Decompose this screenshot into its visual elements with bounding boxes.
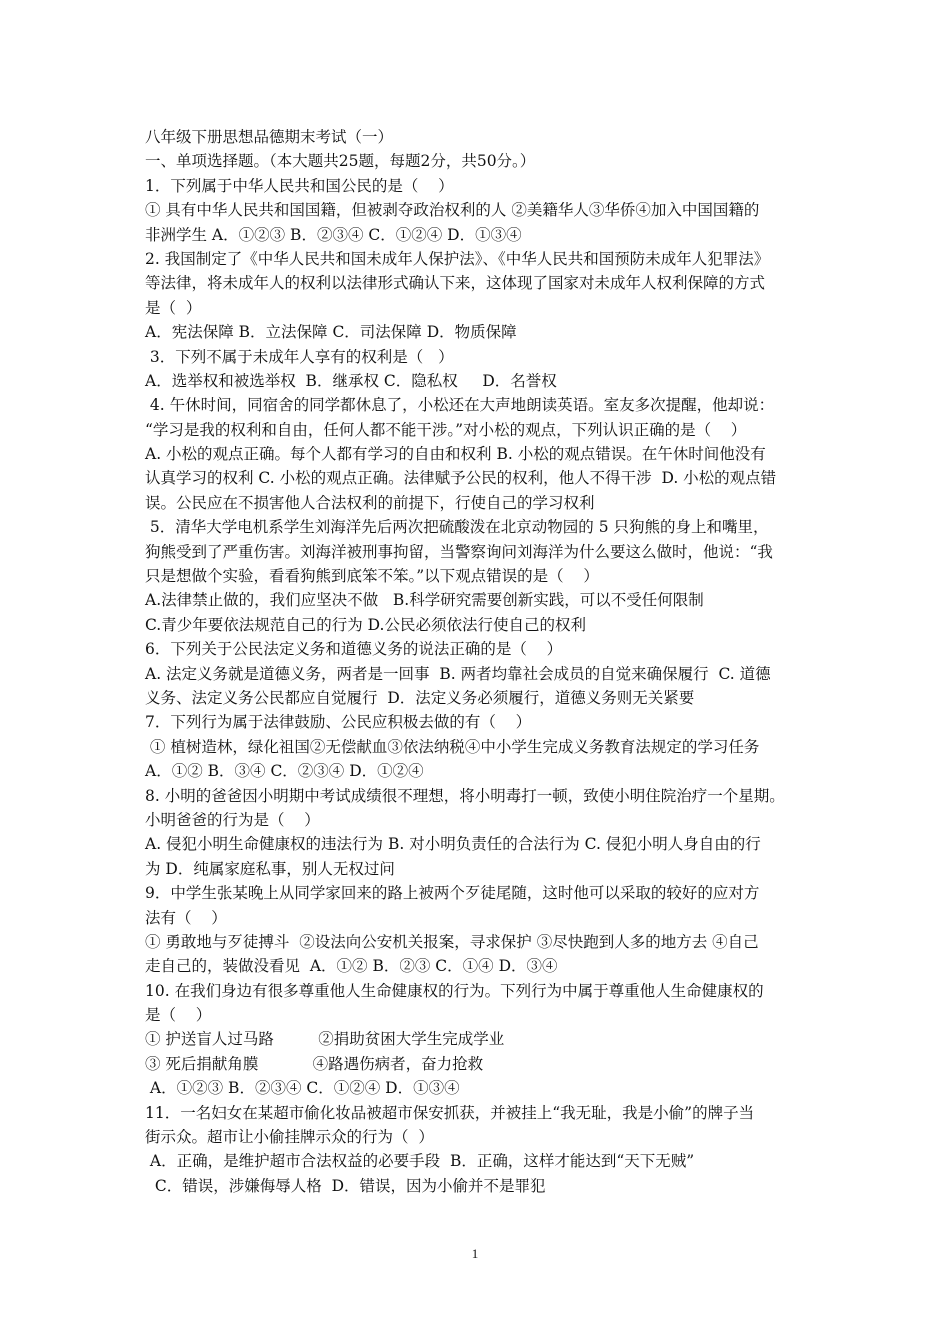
text-line: A. 法定义务就是道德义务，两者是一回事 B. 两者均靠社会成员的自觉来确保履行 C. 道德 [145, 664, 771, 683]
text-line: 误。公民应在不损害他人合法权利的前提下，行使自己的学习权利 [145, 493, 595, 512]
document-title: 八年级下册思想品德期末考试（一） [145, 128, 394, 146]
text-line: 法有（ ） [145, 908, 227, 927]
text-line: A．①② B．③④ C．②③④ D．①②④ [145, 762, 424, 781]
text-line: 1．下列属于中华人民共和国公民的是（ ） [145, 176, 454, 195]
text-line: 认真学习的权利 C. 小松的观点正确。法律赋予公民的权利，他人不得干涉 D. 小松的观点错 [145, 469, 777, 488]
text-line: 走自己的，装做没看见 A．①② B．②③ C．①④ D．③④ [145, 957, 558, 976]
text-line: 一、单项选择题。（本大题共25题，每题2分，共50分。） [145, 152, 536, 171]
text-line: C．错误，涉嫌侮辱人格 D．错误，因为小偷并不是罪犯 [145, 1176, 546, 1195]
text-line: A. 侵犯小明生命健康权的违法行为 B. 对小明负责任的合法行为 C. 侵犯小明人身自由的行 [145, 835, 761, 854]
text-line: 狗熊受到了严重伤害。刘海洋被刑事拘留，当警察询问刘海洋为什么要这么做时，他说：“我 [145, 542, 773, 561]
text-line: A. 小松的观点正确。每个人都有学习的自由和权利 B. 小松的观点错误。在午休时间他没有 [145, 445, 766, 464]
document-lines [145, 149, 825, 1198]
text-line: 街示众。超市让小偷挂牌示众的行为（ ） [145, 1128, 434, 1147]
text-line: 2. 我国制定了《中华人民共和国未成年人保护法》、《中华人民共和国预防未成年人犯罪法》 [145, 249, 770, 268]
text-line: ① 勇敢地与歹徒搏斗 ②设法向公安机关报案，寻求保护 ③尽快跑到人多的地方去 ④自己 [145, 932, 759, 951]
text-line: ① 护送盲人过马路 ②捐助贫困大学生完成学业 [145, 1030, 505, 1049]
text-line: ① 植树造林，绿化祖国②无偿献血③依法纳税④中小学生完成义务教育法规定的学习任务 [145, 737, 760, 756]
text-line: A．选举权和被选举权 B．继承权 C．隐私权 D．名誉权 [145, 371, 557, 390]
text-line: “学习是我的权利和自由，任何人都不能干涉。”对小松的观点，下列认识正确的是（ ） [145, 420, 747, 439]
text-line: 非洲学生 A．①②③ B．②③④ C．①②④ D．①③④ [145, 225, 522, 244]
page-number: 1 [471, 1246, 479, 1261]
text-line: 等法律，将未成年人的权利以法律形式确认下来，这体现了国家对未成年人权利保障的方式 [145, 274, 766, 293]
text-line: 6．下列关于公民法定义务和道德义务的说法正确的是（ ） [145, 640, 563, 659]
text-line: 11．一名妇女在某超市偷化妆品被超市保安抓获，并被挂上“我无耻，我是小偷”的牌子当 [145, 1103, 755, 1122]
text-line: 是（ ） [145, 1006, 212, 1025]
text-line: 义务、法定义务公民都应自觉履行 D．法定义务必须履行，道德义务则无关紧要 [145, 688, 695, 707]
text-line: A．①②③ B．②③④ C．①②④ D．①③④ [145, 1079, 460, 1098]
text-line: A．宪法保障 B．立法保障 C．司法保障 D．物质保障 [145, 323, 517, 342]
text-line: 5．清华大学电机系学生刘海洋先后两次把硫酸泼在北京动物园的 5 只狗熊的身上和嘴里， [145, 518, 769, 537]
text-line: A.法律禁止做的，我们应坚决不做 B.科学研究需要创新实践，可以不受任何限制 [145, 591, 704, 610]
text-line: 4. 午休时间，同宿舍的同学都休息了，小松还在大声地朗读英语。室友多次提醒，他却说： [145, 396, 775, 415]
text-line: 是（ ） [145, 298, 202, 317]
text-line: 7．下列行为属于法律鼓励、公民应积极去做的有（ ） [145, 713, 532, 732]
document-body [145, 125, 825, 1198]
text-line: 3．下列不属于未成年人享有的权利是（ ） [145, 347, 454, 366]
text-line: 8. 小明的爸爸因小明期中考试成绩很不理想，将小明毒打一顿，致使小明住院治疗一个星期。 [145, 786, 785, 805]
text-line: A．正确，是维护超市合法权益的必要手段 B．正确，这样才能达到“天下无贼” [145, 1152, 695, 1171]
text-line: 9．中学生张某晚上从同学家回来的路上被两个歹徒尾随，这时他可以采取的较好的应对方 [145, 884, 760, 903]
text-line: ③ 死后捐献角膜 ④路遇伤病者，奋力抢救 [145, 1054, 484, 1073]
text-line: 只是想做个实验，看看狗熊到底笨不笨。”以下观点错误的是（ ） [145, 567, 599, 586]
text-line: 10. 在我们身边有很多尊重他人生命健康权的行为。下列行为中属于尊重他人生命健康权的 [145, 981, 764, 1000]
text-line: C.青少年要依法规范自己的行为 D.公民必须依法行使自己的权利 [145, 615, 586, 634]
text-line: 为 D．纯属家庭私事，别人无权过问 [145, 859, 395, 878]
text-line: 小明爸爸的行为是（ ） [145, 810, 320, 829]
text-line: ① 具有中华人民共和国国籍，但被剥夺政治权利的人 ②美籍华人③华侨④加入中国国籍的 [145, 201, 760, 220]
